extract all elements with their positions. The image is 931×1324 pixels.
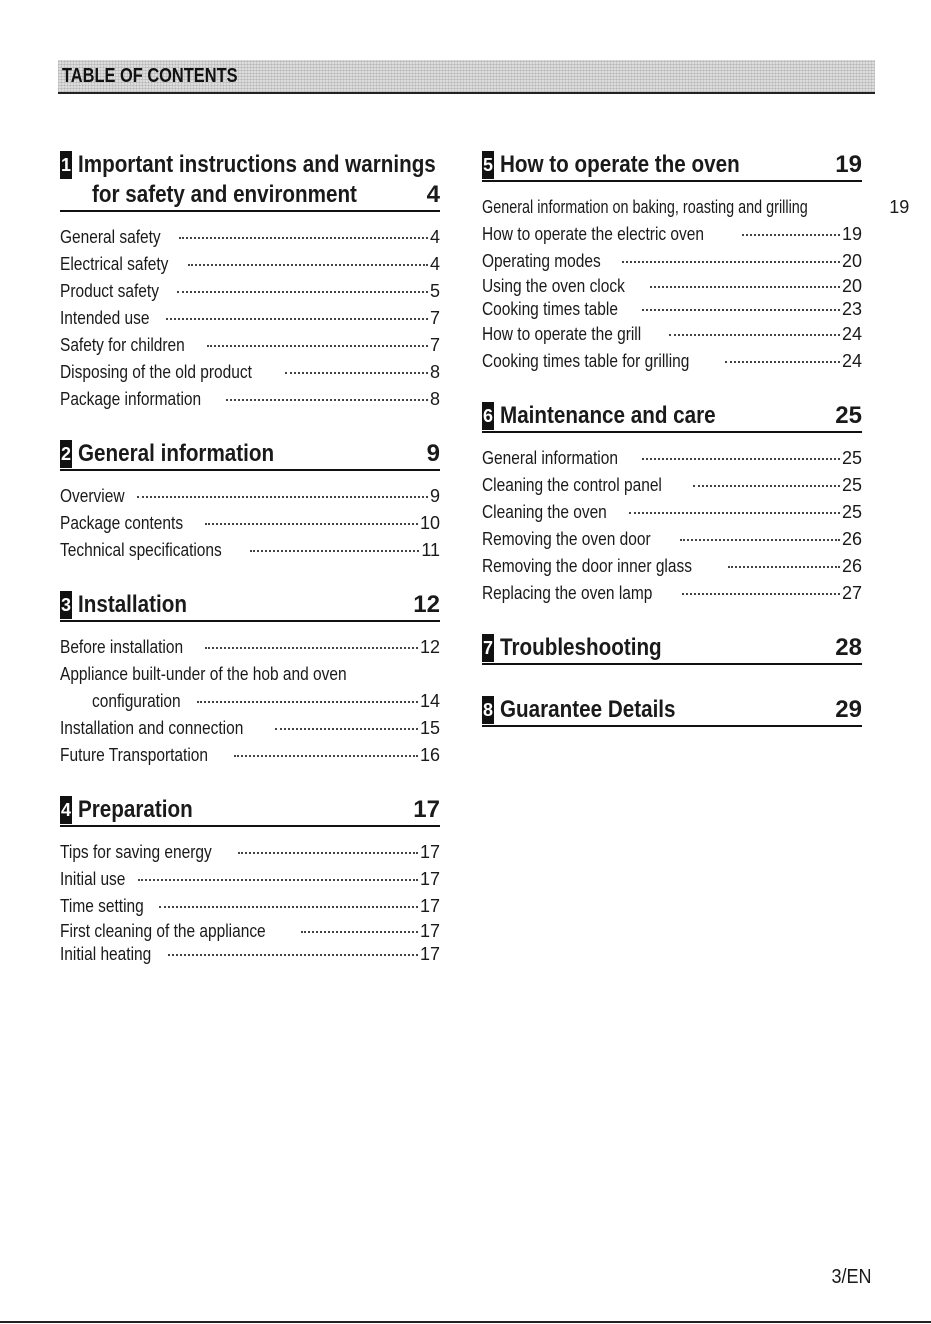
toc-entry[interactable] <box>60 715 440 742</box>
entry-page: 25 <box>841 475 862 495</box>
section-page: 4 <box>426 181 440 208</box>
toc-entry[interactable] <box>60 386 440 413</box>
dot-leader <box>742 234 840 236</box>
entry-page: 8 <box>429 362 440 382</box>
toc-entry[interactable] <box>482 553 862 580</box>
toc-entry[interactable] <box>482 275 862 298</box>
toc-left-column <box>60 150 440 966</box>
entry-label: General information <box>482 448 618 468</box>
dot-leader <box>250 550 419 552</box>
entry-label: Initial heating <box>60 944 152 964</box>
dot-leader <box>159 906 418 908</box>
entry-page: 9 <box>429 486 440 506</box>
entry-label: Operating modes <box>482 251 601 271</box>
dot-leader <box>642 458 840 460</box>
entry-label: How to operate the grill <box>482 324 642 344</box>
toc-section-3 <box>60 590 440 769</box>
section-heading[interactable] <box>482 401 862 433</box>
toc-entry[interactable] <box>60 510 440 537</box>
section-title: Important instructions and warnings <box>78 151 436 178</box>
toc-entry[interactable] <box>482 445 862 472</box>
dot-leader <box>680 539 840 541</box>
toc-entry[interactable] <box>482 248 862 275</box>
entry-label: Removing the oven door <box>482 529 651 549</box>
entry-page: 5 <box>429 281 440 301</box>
toc-entry[interactable] <box>60 742 440 769</box>
dot-leader <box>725 361 840 363</box>
toc-banner <box>58 60 875 94</box>
toc-entry[interactable] <box>482 321 862 348</box>
entry-page: 17 <box>419 842 440 862</box>
dot-leader <box>682 593 840 595</box>
entry-page: 17 <box>419 869 440 889</box>
dot-leader <box>642 309 840 311</box>
toc-entry[interactable] <box>60 483 440 510</box>
section-page: 12 <box>413 591 440 618</box>
entry-label: Technical specifications <box>60 540 222 560</box>
toc-entry[interactable] <box>482 298 862 321</box>
section-number-badge: 3 <box>60 591 72 619</box>
dot-leader <box>226 399 428 401</box>
entry-page: 26 <box>841 556 862 576</box>
dot-leader <box>301 931 418 933</box>
section-title: Preparation <box>78 796 193 823</box>
dot-leader <box>207 345 428 347</box>
entry-page: 23 <box>841 299 862 319</box>
entry-label-cont: configuration <box>92 691 181 711</box>
toc-entry[interactable] <box>482 348 862 375</box>
dot-leader <box>179 237 428 239</box>
section-page: 28 <box>835 634 862 661</box>
section-heading[interactable] <box>60 150 440 212</box>
toc-entry[interactable] <box>60 332 440 359</box>
section-title: General information <box>78 440 275 467</box>
entry-label: Future Transportation <box>60 745 209 765</box>
entry-label: Cooking times table for grilling <box>482 351 690 371</box>
section-page: 9 <box>426 440 440 467</box>
section-heading[interactable] <box>482 633 862 665</box>
section-number-badge: 2 <box>60 440 72 468</box>
entry-label: Intended use <box>60 308 150 328</box>
entry-label: Safety for children <box>60 335 185 355</box>
section-number-badge: 1 <box>60 151 72 179</box>
dot-leader <box>629 512 840 514</box>
toc-entry[interactable] <box>482 526 862 553</box>
dot-leader <box>205 647 418 649</box>
entry-label: Cooking times table <box>482 299 618 319</box>
entry-page: 19 <box>889 197 910 217</box>
section-number-badge: 6 <box>482 402 494 430</box>
entry-label: First cleaning of the appliance <box>60 921 266 941</box>
toc-entry[interactable] <box>60 634 440 661</box>
entry-page: 8 <box>429 389 440 409</box>
entry-page: 4 <box>429 227 440 247</box>
dot-leader <box>205 523 418 525</box>
entry-label: Cleaning the oven <box>482 502 607 522</box>
entry-label: Using the oven clock <box>482 276 625 296</box>
entry-label: Product safety <box>60 281 159 301</box>
dot-leader <box>177 291 428 293</box>
section-page: 25 <box>835 402 862 429</box>
entry-label: Replacing the oven lamp <box>482 583 653 603</box>
entry-label: How to operate the electric oven <box>482 224 705 244</box>
toc-section-7 <box>482 633 862 665</box>
dot-leader <box>238 852 418 854</box>
toc-entry[interactable] <box>482 472 862 499</box>
dot-leader <box>168 954 418 956</box>
bottom-rule <box>0 1321 931 1323</box>
section-page: 29 <box>835 696 862 723</box>
entry-page: 24 <box>841 351 862 371</box>
entry-label: Installation and connection <box>60 718 244 738</box>
section-title-cont: for safety and environment <box>92 181 357 208</box>
dot-leader <box>728 566 840 568</box>
section-page: 17 <box>413 796 440 823</box>
toc-entry[interactable] <box>60 943 440 966</box>
toc-entry[interactable] <box>60 251 440 278</box>
entry-label: Initial use <box>60 869 126 889</box>
dot-leader <box>669 334 840 336</box>
entry-label: Disposing of the old product <box>60 362 252 382</box>
entry-page: 27 <box>841 583 862 603</box>
entry-label: Package information <box>60 389 202 409</box>
entry-page: 14 <box>419 691 440 711</box>
entry-page: 16 <box>419 745 440 765</box>
section-heading[interactable] <box>482 150 862 182</box>
dot-leader <box>138 879 418 881</box>
toc-entry[interactable] <box>60 661 440 715</box>
section-heading[interactable] <box>60 439 440 471</box>
section-number-badge: 7 <box>482 634 494 662</box>
toc-section-1 <box>60 150 440 413</box>
entry-page: 7 <box>429 335 440 355</box>
dot-leader <box>234 755 418 757</box>
entry-page: 17 <box>419 944 440 964</box>
entry-page: 10 <box>419 513 440 533</box>
toc-section-5 <box>482 150 910 375</box>
toc-entry[interactable] <box>482 221 862 248</box>
toc-entry[interactable] <box>60 537 440 564</box>
toc-entry[interactable] <box>60 224 440 251</box>
toc-entry[interactable] <box>60 866 440 893</box>
entry-label: Cleaning the control panel <box>482 475 662 495</box>
toc-entry[interactable] <box>60 893 440 920</box>
toc-section-4 <box>60 795 440 966</box>
entry-label: Before installation <box>60 637 184 657</box>
toc-section-2 <box>60 439 440 564</box>
dot-leader <box>275 728 418 730</box>
entry-page: 19 <box>841 224 862 244</box>
section-number-badge: 5 <box>482 151 494 179</box>
toc-entry[interactable] <box>60 305 440 332</box>
dot-leader <box>285 372 428 374</box>
toc-entry[interactable] <box>482 499 862 526</box>
entry-label: Package contents <box>60 513 184 533</box>
entry-page: 7 <box>429 308 440 328</box>
entry-label: Time setting <box>60 896 144 916</box>
toc-entry[interactable] <box>60 359 440 386</box>
toc-entry[interactable] <box>482 194 910 221</box>
section-heading[interactable] <box>60 590 440 622</box>
entry-page: 4 <box>429 254 440 274</box>
toc-entry[interactable] <box>60 278 440 305</box>
section-page: 19 <box>835 151 862 178</box>
toc-section-8 <box>482 695 862 727</box>
toc-entry[interactable] <box>482 580 862 607</box>
section-title: Installation <box>78 591 187 618</box>
toc-banner-title: TABLE OF CONTENTS <box>62 65 238 87</box>
entry-page: 11 <box>421 540 440 560</box>
entry-page: 17 <box>419 896 440 916</box>
entry-page: 26 <box>841 529 862 549</box>
entry-page: 15 <box>419 718 440 738</box>
entry-page: 25 <box>841 448 862 468</box>
entry-page: 20 <box>841 251 862 271</box>
entry-page: 24 <box>841 324 862 344</box>
dot-leader <box>137 496 428 498</box>
entry-label: Appliance built-under of the hob and oven <box>60 664 347 684</box>
toc-right-column <box>482 150 910 739</box>
entry-label: General safety <box>60 227 161 247</box>
entry-label: General information on baking, roasting and grilling <box>482 197 808 217</box>
section-title: How to operate the oven <box>500 151 740 178</box>
section-heading[interactable] <box>482 695 862 727</box>
section-title: Maintenance and care <box>500 402 716 429</box>
section-number-badge: 8 <box>482 696 494 724</box>
section-title: Troubleshooting <box>500 634 662 661</box>
dot-leader <box>166 318 428 320</box>
entry-page: 20 <box>841 276 862 296</box>
section-number-badge: 4 <box>60 796 72 824</box>
dot-leader <box>197 701 418 703</box>
toc-section-6 <box>482 401 862 607</box>
entry-label: Tips for saving energy <box>60 842 212 862</box>
dot-leader <box>650 286 840 288</box>
dot-leader <box>693 485 840 487</box>
dot-leader <box>622 261 840 263</box>
entry-page: 25 <box>841 502 862 522</box>
entry-label: Overview <box>60 486 125 506</box>
toc-entry[interactable] <box>60 920 440 943</box>
toc-entry[interactable] <box>60 839 440 866</box>
section-title: Guarantee Details <box>500 696 676 723</box>
page-number: 3/EN <box>830 1266 871 1288</box>
entry-label: Electrical safety <box>60 254 169 274</box>
entry-page: 17 <box>419 921 440 941</box>
section-heading[interactable] <box>60 795 440 827</box>
dot-leader <box>188 264 428 266</box>
entry-label: Removing the door inner glass <box>482 556 692 576</box>
entry-page: 12 <box>419 637 440 657</box>
